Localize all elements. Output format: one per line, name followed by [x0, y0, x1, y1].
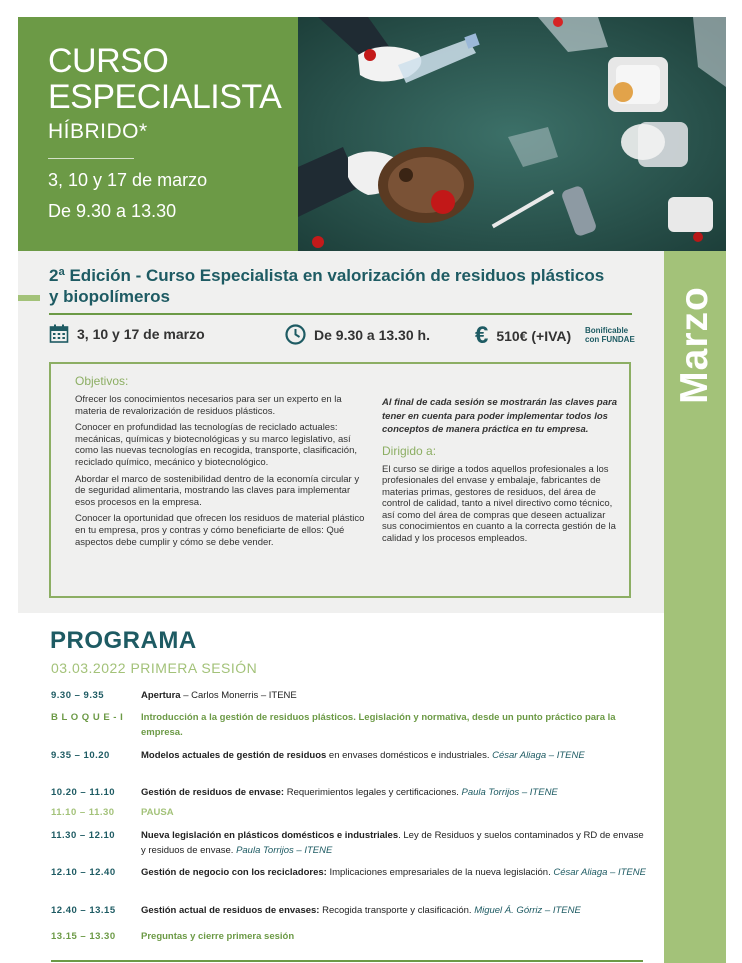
schedule-row [51, 785, 651, 800]
schedule-row [51, 929, 651, 944]
header-divider [48, 158, 134, 159]
schedule-row [51, 805, 651, 820]
header-panel [18, 17, 298, 251]
schedule-row [51, 865, 651, 880]
schedule-desc: Gestión actual de residuos de envases: Recogida transporte y clasificación. Miguel Á. Górriz – ITENE [141, 905, 581, 916]
schedule-desc: Modelos actuales de gestión de residuos en envases domésticos e industriales. César Aliaga – ITENE [141, 750, 585, 761]
schedule-desc: Introducción a la gestión de residuos plásticos. Legislación y normativa, desde un punto práctico para la empresa. [141, 712, 616, 738]
audience-heading: Dirigido a: [382, 443, 437, 458]
side-month-label: Marzo [673, 286, 716, 404]
objective-item: Conocer en profundidad las tecnologías de reciclado actuales: mecánicas, químicas y biotecnológicas y su marco legislativo, así como las nuevas tecnologías en recogida, transporte, clasificación, reciclado químico, mecánico y biotecnológico. [75, 422, 357, 468]
course-mode: HÍBRIDO* [48, 120, 148, 143]
schedule-row [51, 828, 651, 858]
schedule-desc: PAUSA [141, 807, 174, 818]
schedule-time: 9.30 – 9.35 [51, 690, 105, 701]
audience-column [382, 396, 622, 550]
title-accent [18, 295, 40, 301]
schedule-desc: Nueva legislación en plásticos domésticos e industriales. Ley de Residuos y suelos contaminados y RD de envase y residuos de envase. Paula Torrijos – ITENE [141, 830, 644, 856]
bottom-rule [51, 960, 643, 962]
info-dates-text: 3, 10 y 17 de marzo [77, 326, 205, 342]
schedule-row [51, 903, 651, 918]
header-hours: De 9.30 a 13.30 [48, 201, 177, 221]
program-title: PROGRAMA [50, 627, 197, 654]
schedule-time: 10.20 – 11.10 [51, 787, 116, 798]
hero-photo [298, 17, 726, 251]
objective-item: Abordar el marco de sostenibilidad dentro de la economía circular y de seguridad alimentaria, mostrando las claves para implementar esos procesos en la empresa. [75, 473, 360, 508]
info-price-text: 510€ (+IVA) [496, 328, 572, 344]
plastic-waste-illustration [298, 17, 726, 251]
schedule-desc: Apertura – Carlos Monerris – ITENE [141, 690, 297, 701]
fundae-note: Bonificable con FUNDAE [585, 326, 635, 344]
header-dates: 3, 10 y 17 de marzo [48, 170, 208, 190]
audience-text: El curso se dirige a todos aquellos profesionales a los profesionales del envase y embalaje, fabricantes de materias primas, gestores de residuos, del área de control de calidad, tanto a nivel directivo como técnico, así como del área de compras que deseen actualizar sus conocimientos en cuanto a la correcta gestión de la calidad y los procesos empleados. [382, 463, 616, 545]
schedule-time: 13.15 – 13.30 [51, 931, 116, 942]
schedule-row [51, 710, 651, 740]
schedule-row [51, 748, 651, 763]
calendar-icon [49, 324, 69, 344]
info-hours-text: De 9.30 a 13.30 h. [314, 326, 430, 343]
objective-item: Conocer la oportunidad que ofrecen los residuos de material plástico en tu empresa, pros y contras y cómo beneficiarte de ellos: Qué aspectos debe cumplir y cómo se debe vender. [75, 513, 365, 548]
objectives-heading: Objetivos: [75, 374, 129, 388]
schedule-time: 11.30 – 12.10 [51, 830, 116, 841]
title-rule [49, 313, 632, 315]
info-dates [49, 324, 205, 344]
schedule-desc: Gestión de negocio con los recicladores: Implicaciones empresariales de la nueva legislación. César Aliaga – ITENE [141, 867, 646, 878]
course-title: CURSO ESPECIALISTA [48, 42, 282, 116]
objective-item: Ofrecer los conocimientos necesarios para ser un experto en la materia de revalorización de residuos plásticos. [75, 394, 342, 417]
schedule-time: 12.40 – 13.15 [51, 905, 116, 916]
info-hours [285, 324, 430, 345]
clock-icon [285, 324, 306, 345]
schedule-time: 9.35 – 10.20 [51, 750, 110, 761]
schedule-time: 11.10 – 11.30 [51, 807, 115, 818]
edition-title: 2ª Edición - Curso Especialista en valorización de residuos plásticos y biopolímeros [49, 266, 605, 306]
schedule-row [51, 688, 651, 703]
schedule-time: 12.10 – 12.40 [51, 867, 116, 878]
session-heading: 03.03.2022 PRIMERA SESIÓN [51, 660, 258, 676]
info-price [475, 324, 571, 348]
session-note: Al final de cada sesión se mostrarán las claves para tener en cuenta para poder implementar todos los conceptos de manera práctica en tu empresa. [382, 397, 617, 435]
euro-icon: € [475, 322, 489, 349]
schedule-desc: Gestión de residuos de envase: Requerimientos legales y certificaciones. Paula Torrijos – ITENE [141, 787, 558, 798]
objectives-column [75, 374, 365, 553]
schedule-time: B L O Q U E - I [51, 712, 124, 723]
objectives-box [49, 362, 631, 598]
schedule-desc: Preguntas y cierre primera sesión [141, 931, 295, 942]
